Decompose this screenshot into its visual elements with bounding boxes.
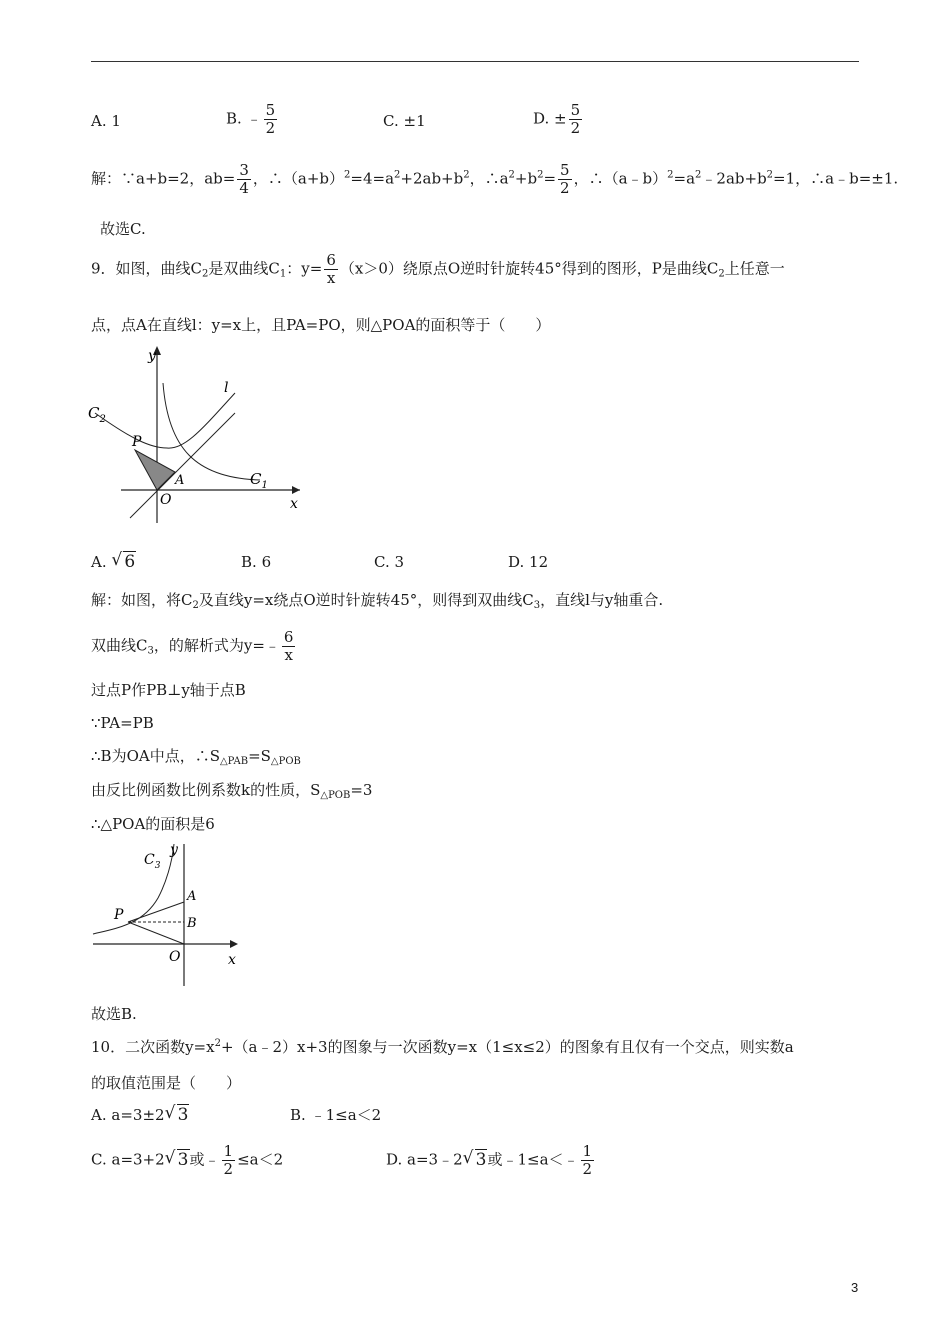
q9-figure-solution xyxy=(88,838,248,988)
q10-option-c: C. a=3+2 √ 3或﹣ $\frac{1}{2}$ ≤a＜2 xyxy=(91,1142,284,1178)
q9-option-c: C. 3 xyxy=(374,553,405,571)
segment-pa xyxy=(128,902,184,922)
q10-stem-line1: 10．二次函数$y=x^2+(a﹣2)x+3$的图象与一次函数y=x（1≤x≤2）的图象有且仅有一个交点，则实数a xyxy=(91,1038,794,1056)
q10-option-a: A. a=3±2 √ 3 xyxy=(91,1103,189,1125)
label-x: x xyxy=(228,952,236,968)
shaded-triangle xyxy=(135,450,175,490)
label-c2: $C_2$ xyxy=(88,404,106,425)
q9-solution-line1: 解：如图，将$C_2$及直线y=x绕点O逆时针旋转45°，则得到双曲线$C_3$，直线l与y轴重合. xyxy=(91,591,664,611)
label-y: y xyxy=(170,842,178,858)
q9-option-b: B. 6 xyxy=(241,553,272,571)
q8-option-d: D. ± $\frac{5}{2}$ xyxy=(533,101,581,137)
q9-option-d: D. 12 xyxy=(508,553,549,571)
q10-stem-line2: 的取值范围是（ ） xyxy=(91,1074,242,1092)
q8-answer: 故选C. xyxy=(100,220,146,238)
label-x: x xyxy=(290,496,298,512)
label-a: A xyxy=(187,889,197,904)
curve-c1 xyxy=(163,383,260,480)
label-a: A xyxy=(175,473,185,488)
q9-figure-hyperbola xyxy=(85,338,315,528)
label-p: P xyxy=(114,907,124,923)
segment-po xyxy=(128,922,184,944)
page-number: 3 xyxy=(851,1280,859,1295)
label-o: O xyxy=(169,949,181,965)
q9-stem-line2: 点，点A在直线l：y=x上，且PA=PO，则△POA的面积等于（ ） xyxy=(91,316,551,334)
q8-option-b: B. ﹣ $\frac{5}{2}$ xyxy=(226,101,276,137)
q9-solution-line3: 过点P作PB⊥y轴于点B xyxy=(91,681,246,699)
q9-solution-line2: 双曲线$C_3$，的解析式为y=﹣ $\frac{6}{x}$ xyxy=(91,628,294,664)
q9-solution-line6: 由反比例函数比例系数k的性质，$S_{\triangle POB}=3$ xyxy=(91,781,373,801)
label-o: O xyxy=(160,492,172,508)
label-b: B xyxy=(187,916,197,931)
q8-option-a: A. 1 xyxy=(91,112,121,130)
q8-solution: 解：∵a+b=2，ab= $\frac{3}{4}$ ，$\therefore(a+b)^2=4=a^2+2ab+b^2$，$\therefore a^2+b^2=$ $\frac{5}{2}$ ，$\therefore(a﹣b)^2=a^2﹣2ab+b^2=1$，∴a﹣b=±1. xyxy=(91,161,899,197)
q10-option-d: D. a=3﹣2 √ 3或﹣1≤a＜﹣ $\frac{1}{2}$ xyxy=(386,1142,593,1178)
label-c1: $C_1$ xyxy=(250,470,268,491)
q9-stem-line1: 9．如图，曲线$C_2$是双曲线$C_1$：y= $\frac{6}{x}$ （x＞0）绕原点O逆时针旋转45°得到的图形，P是曲线$C_2$上任意一 xyxy=(91,251,785,287)
label-y: y xyxy=(148,348,156,364)
x-arrow-icon xyxy=(230,940,238,948)
x-arrow-icon xyxy=(292,486,300,494)
header-rule xyxy=(91,61,859,62)
q9-solution-line4: ∵PA=PB xyxy=(91,714,154,732)
q9-option-a: A. √ 6 xyxy=(91,550,136,572)
q9-solution-line5: ∴B为OA中点，$\therefore S_{\triangle PAB}=S_{\triangle POB}$ xyxy=(91,747,301,767)
label-c3: $C_3$ xyxy=(144,852,161,871)
q8-option-c: C. ±1 xyxy=(383,112,426,130)
q9-answer: 故选B. xyxy=(91,1005,137,1023)
label-p: P xyxy=(132,434,142,450)
q9-solution-line7: ∴△POA的面积是6 xyxy=(91,815,215,833)
q10-option-b: B. ﹣1≤a＜2 xyxy=(290,1106,382,1124)
label-l: l xyxy=(224,380,229,396)
